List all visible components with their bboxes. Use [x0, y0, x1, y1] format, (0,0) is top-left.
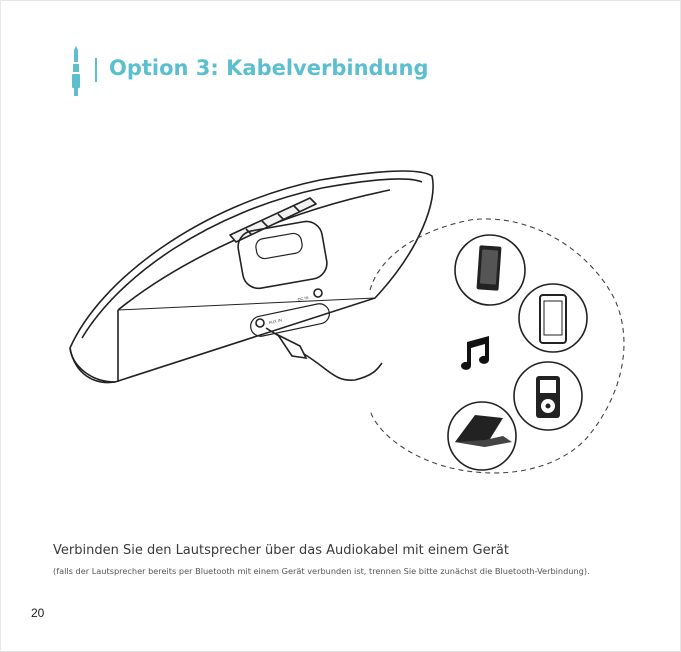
smartphone-icon [519, 284, 587, 352]
laptop-icon [448, 402, 516, 470]
svg-text:AUX IN: AUX IN [268, 317, 283, 325]
music-note-icon [461, 336, 489, 370]
cable-connection-illustration [60, 160, 630, 490]
mp3-player-icon [514, 362, 582, 430]
tablet-icon [455, 235, 525, 305]
speaker-illustration [70, 171, 433, 382]
header-divider [95, 58, 97, 82]
audio-jack-icon [70, 46, 82, 96]
instruction-text: Verbinden Sie den Lautsprecher über das Audiokabel mit einem Gerät [53, 543, 509, 558]
page-number: 20 [31, 606, 45, 620]
page-title: Option 3: Kabelverbindung [109, 56, 429, 80]
audio-cable [266, 328, 382, 380]
instruction-note: (falls der Lautsprecher bereits per Bluetooth mit einem Gerät verbunden ist, trennen Sie bitte zunächst die Bluetooth-Verbindung). [53, 566, 590, 576]
svg-text:DC IN: DC IN [297, 294, 309, 302]
